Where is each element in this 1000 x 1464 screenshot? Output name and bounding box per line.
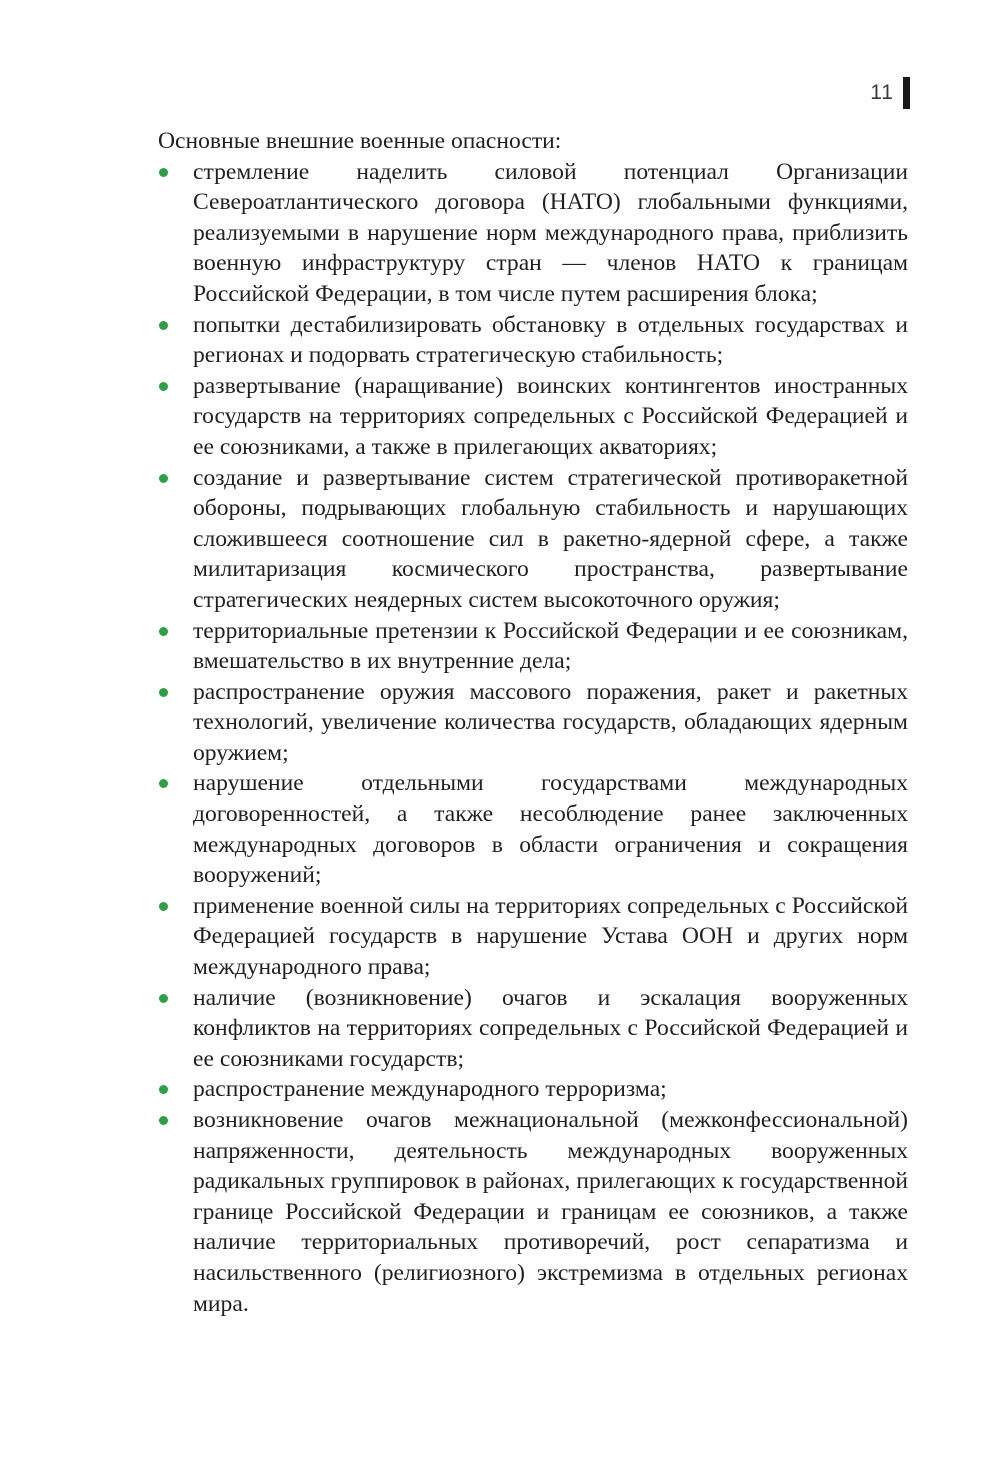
list-item-text: применение военной силы на территориях сопредельных с Российской Федерацией государств в нарушение Устава ООН и других норм международного права;: [193, 892, 908, 981]
list-item: [158, 1105, 908, 1319]
bullet-icon: [159, 902, 168, 911]
bullet-icon: [159, 688, 168, 697]
bullet-icon: [159, 1116, 168, 1125]
page-number-bar: [903, 77, 910, 109]
list-item-text: попытки дестабилизировать обстановку в отдельных государствах и регионах и подорвать стратегическую стабильность;: [193, 311, 908, 369]
list-item: [158, 891, 908, 983]
bullet-icon: [159, 321, 168, 330]
bullet-icon: [159, 474, 168, 483]
list-item-text: территориальные претензии к Российской Федерации и ее союзникам, вмешательство в их внутренние дела;: [193, 617, 908, 675]
list-item: [158, 310, 908, 371]
list-item: [158, 157, 908, 310]
page-number-block: [870, 76, 910, 110]
bullet-icon: [159, 382, 168, 391]
list-item-text: возникновение очагов межнациональной (межконфессиональной) напряженности, деятельность международных вооруженных радикальных группировок в районах, прилегающих к государственной границе Российской Федерации и границам ее союзников, а также наличие территориальных противоречий, рост сепаратизма и насильственного (религиозного) экстремизма в отдельных регионах мира.: [193, 1107, 908, 1317]
section-intro: Основные внешние военные опасности:: [158, 128, 562, 154]
list-item: [158, 983, 908, 1075]
bullet-icon: [159, 779, 168, 788]
bullet-icon: [159, 1085, 168, 1094]
threats-list: [158, 157, 908, 1320]
list-item: [158, 677, 908, 769]
list-item-text: развертывание (наращивание) воинских контингентов иностранных государств на территориях сопредельных с Российской Федерацией и ее союзниками, а также в прилегающих акваториях;: [193, 372, 908, 460]
list-item-text: нарушение отдельными государствами международных договоренностей, а также несоблюдение ранее заключенных международных договоров в области ограничения и сокращения вооружений;: [193, 770, 908, 889]
list-item: [158, 768, 908, 890]
bullet-icon: [159, 627, 168, 636]
list-item: [158, 1074, 908, 1105]
list-item: [158, 616, 908, 677]
list-item: [158, 371, 908, 463]
list-item-text: стремление наделить силовой потенциал Организации Североатлантического договора (НАТО) глобальными функциями, реализуемыми в нарушение норм международного права, приблизить военную инфраструктуру стран — членов НАТО к границам Российской Федерации, в том числе путем расширения блока;: [193, 158, 908, 307]
page-number: 11: [870, 81, 894, 104]
list-item-text: распространение оружия массового поражения, ракет и ракетных технологий, увеличение количества государств, обладающих ядерным оружием;: [193, 678, 908, 766]
list-item: [158, 463, 908, 616]
main-text: [158, 126, 908, 1319]
list-item-text: распространение международного терроризма;: [193, 1076, 667, 1103]
list-item-text: создание и развертывание систем стратегической противоракетной обороны, подрывающих глобальную стабильность и нарушающих сложившееся соотношение сил в ракетно-ядерной сфере, а также милитаризация космического пространства, развертывание стратегических неядерных систем высокоточного оружия;: [193, 464, 908, 613]
bullet-icon: [159, 994, 168, 1003]
list-item-text: наличие (возникновение) очагов и эскалация вооруженных конфликтов на территориях сопредельных с Российской Федерацией и ее союзниками государств;: [193, 984, 908, 1072]
bullet-icon: [159, 168, 168, 177]
